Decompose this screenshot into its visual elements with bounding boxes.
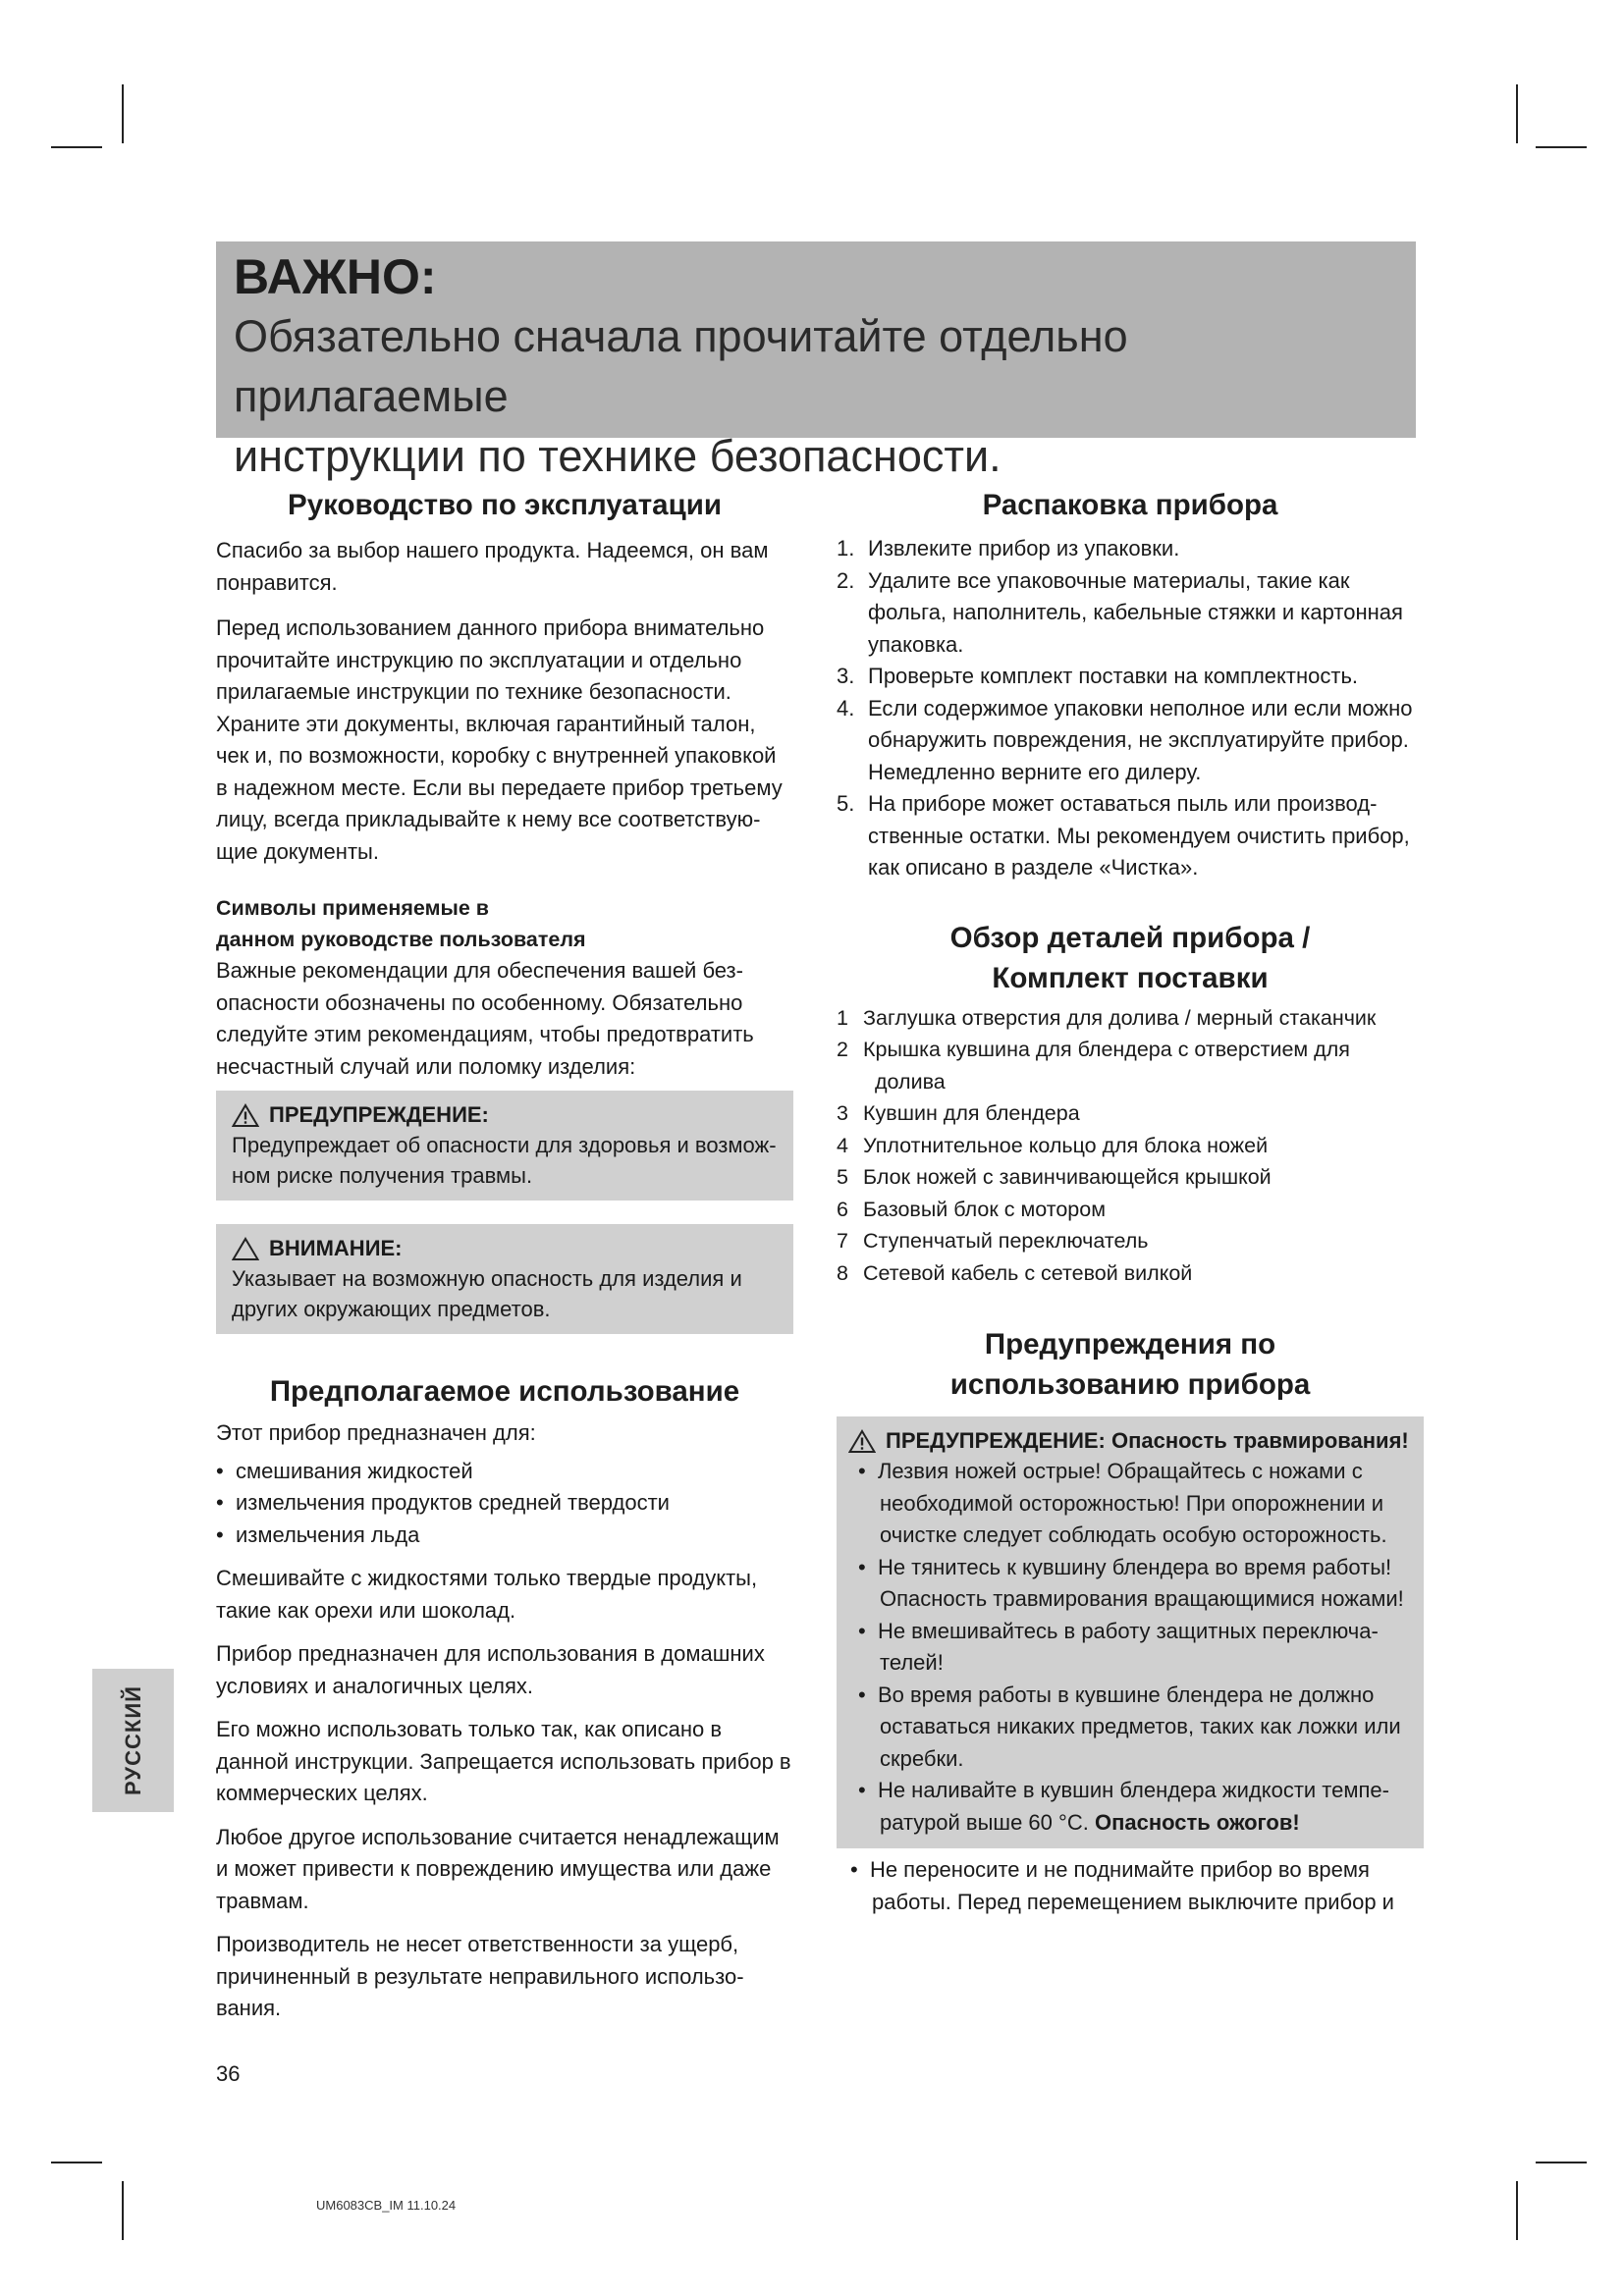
intended-use-list	[216, 1456, 793, 1552]
intended-use-paragraph: Смешивайте с жидкостями только твердые продукты, такие как орехи или шоколад.	[216, 1566, 758, 1623]
list-item: • измельчения продуктов средней твердости	[216, 1490, 670, 1515]
list-item: 8 Сетевой кабель с сетевой вилкой	[837, 1260, 1193, 1285]
intended-use-paragraph: Производитель не несет ответственности за ущерб, причиненный в результате неправильного использо-вания.	[216, 1932, 744, 2020]
parts-heading-line-1: Обзор деталей прибора /	[949, 921, 1311, 954]
crop-mark	[1516, 84, 1518, 143]
list-item: 1 Заглушка отверстия для долива / мерный стаканчик	[837, 1005, 1377, 1030]
list-item: 2. Удалите все упаковочные материалы, такие как фольга, наполнитель, кабельные стяжки и картонная упаковка.	[837, 567, 1403, 657]
warning-triangle-icon	[232, 1103, 259, 1128]
warning-box-header	[232, 1100, 778, 1130]
unpacking-list	[837, 533, 1424, 884]
banner-line-2: инструкции по технике безопасности.	[234, 431, 1001, 481]
injury-warning-header	[844, 1426, 1416, 1456]
list-item: • Во время работы в кувшине блендера не должно оставаться никаких предметов, таких как ложки или скребки.	[858, 1682, 1401, 1771]
parts-list	[837, 1002, 1424, 1290]
list-item: 4 Уплотнительное кольцо для блока ножей	[837, 1133, 1269, 1157]
manual-heading: Руководство по эксплуатации	[288, 489, 722, 521]
list-item: 5. На приборе может оставаться пыль или производ-ственные остатки. Мы рекомендуем очистить прибор, как описано в разделе «Чистка».	[837, 791, 1410, 880]
symbols-heading-line-2: данном руководстве пользователя	[216, 928, 586, 951]
list-item: 1. Извлеките прибор из упаковки.	[837, 536, 1180, 561]
crop-mark	[122, 84, 124, 143]
list-item: 7 Ступенчатый переключатель	[837, 1229, 1149, 1253]
caution-text: Указывает на возможную опасность для изделия и других окружающих предметов.	[232, 1266, 742, 1321]
caution-box	[216, 1224, 793, 1334]
warning-triangle-icon	[848, 1429, 876, 1454]
caution-triangle-icon	[232, 1237, 259, 1261]
intended-use-paragraph: Любое другое использование считается ненадлежащим и может привести к повреждению имущества или даже травмам.	[216, 1824, 780, 1913]
warning-box	[216, 1091, 793, 1201]
list-item: • Не тянитесь к кувшину блендера во время работы! Опасность травмирования вращающимися ножами!	[858, 1554, 1404, 1611]
warning-label: ПРЕДУПРЕЖДЕНИЕ:	[269, 1102, 489, 1127]
warning-text: Предупреждает об опасности для здоровья и возмож-ном риске получения травмы.	[232, 1133, 777, 1188]
intended-use-heading: Предполагаемое использование	[269, 1375, 740, 1408]
manual-paragraph: Спасибо за выбор нашего продукта. Надеемся, он вам понравится.	[216, 538, 769, 595]
crop-mark	[51, 2162, 102, 2163]
unpacking-heading: Распаковка прибора	[982, 489, 1278, 521]
caution-label: ВНИМАНИЕ:	[269, 1236, 403, 1260]
list-item: • смешивания жидкостей	[216, 1458, 473, 1483]
page-number: 36	[216, 2061, 241, 2086]
manual-paragraph: Перед использованием данного прибора внимательно прочитайте инструкцию по эксплуатации и отдельно прилагаемые инструкции по технике безопасности. Храните эти документы, включая гарантийный талон, чек и, по возможности, коробку с внутренней упаковкой в надежном месте. Если вы передаете прибор третьему лицу, всегда прикладывайте к нему все соответствую-щие документы.	[216, 615, 783, 864]
injury-warning-list	[844, 1456, 1416, 1839]
list-item: • Не переносите и не поднимайте прибор во время работы. Перед перемещением выключите прибор и	[850, 1857, 1394, 1914]
list-item: • Не наливайте в кувшин блендера жидкости темпе-ратурой выше 60 °C. Опасность ожогов!	[858, 1778, 1389, 1835]
usage-warnings-list	[837, 1854, 1424, 1918]
important-banner	[216, 241, 1416, 481]
language-label: РУССКИЙ	[120, 1685, 145, 1795]
injury-warning-label: ПРЕДУПРЕЖДЕНИЕ: Опасность травмирования!	[886, 1428, 1409, 1453]
language-tab	[92, 1669, 174, 1812]
injury-warning-box	[837, 1416, 1424, 1848]
usage-warnings-heading-line-1: Предупреждения по	[984, 1328, 1276, 1361]
list-item: 2 Крышка кувшина для блендера с отверстием для долива	[837, 1038, 1350, 1094]
intended-use-paragraph: Его можно использовать только так, как описано в данной инструкции. Запрещается использовать прибор в коммерческих целях.	[216, 1717, 791, 1805]
intended-use-intro: Этот прибор предназначен для:	[216, 1420, 536, 1445]
banner-line-1: Обязательно сначала прочитайте отдельно прилагаемые	[234, 311, 1128, 421]
symbols-text: Важные рекомендации для обеспечения вашей без-опасности обозначены по особенному. Обязательно следуйте этим рекомендациям, чтобы предотвратить несчастный случай или поломку изделия:	[216, 958, 754, 1079]
usage-warnings-heading-line-2: использованию прибора	[949, 1368, 1311, 1401]
list-item: • Лезвия ножей острые! Обращайтесь с ножами с необходимой осторожностью! При опорожнении и очистке следует соблюдать особую осторожность.	[858, 1459, 1387, 1547]
intended-use-paragraph: Прибор предназначен для использования в домашних условиях и аналогичных целях.	[216, 1641, 765, 1698]
list-item: 3 Кувшин для блендера	[837, 1101, 1080, 1125]
list-item: • Не вмешивайтесь в работу защитных переключа-телей!	[858, 1618, 1379, 1675]
crop-mark	[1516, 2181, 1518, 2240]
footer-code: UM6083CB_IM 11.10.24	[316, 2198, 457, 2213]
crop-mark	[1536, 146, 1587, 148]
crop-mark	[122, 2181, 124, 2240]
list-item: 4. Если содержимое упаковки неполное или если можно обнаружить повреждения, не эксплуатируйте прибор. Немедленно верните его дилеру.	[837, 695, 1413, 784]
list-item: • измельчения льда	[216, 1522, 420, 1547]
crop-mark	[51, 146, 102, 148]
right-column	[837, 485, 1424, 1918]
left-column	[216, 485, 793, 2025]
banner-title: ВАЖНО:	[234, 249, 437, 304]
symbols-heading-line-1: Символы применяемые в	[216, 896, 489, 920]
parts-heading-line-2: Комплект поставки	[992, 961, 1269, 994]
crop-mark	[1536, 2162, 1587, 2163]
caution-box-header	[232, 1234, 778, 1263]
list-item: 5 Блок ножей с завинчивающейся крышкой	[837, 1165, 1272, 1189]
list-item: 6 Базовый блок с мотором	[837, 1197, 1106, 1221]
list-item: 3. Проверьте комплект поставки на комплектность.	[837, 664, 1359, 688]
